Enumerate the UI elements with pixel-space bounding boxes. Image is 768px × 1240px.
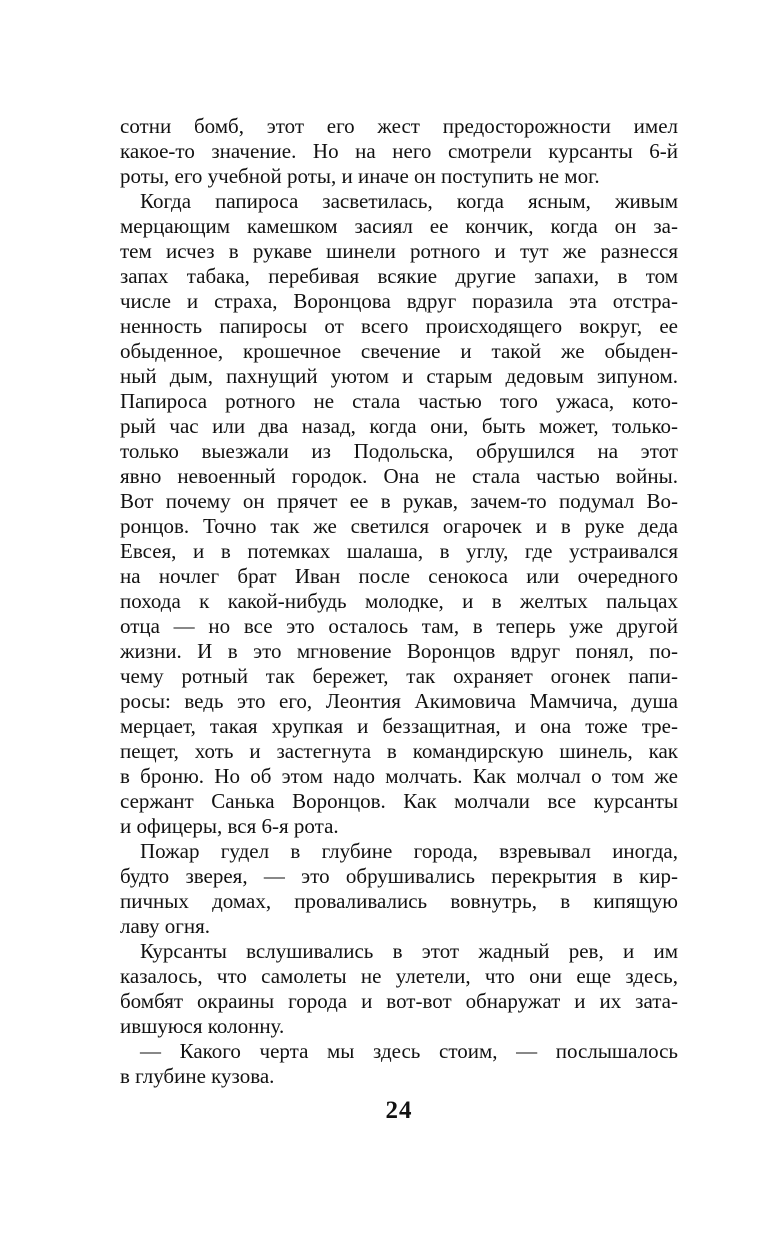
text-line: будто зверея, — это обрушивались перекрытия в кир- xyxy=(120,864,678,888)
text-line: в броню. Но об этом надо молчать. Как молчал о том же xyxy=(120,764,678,788)
text-line: Курсанты вслушивались в этот жадный рев, и им xyxy=(140,939,678,963)
text-line: похода к какой-нибудь молодке, и в желтых пальцах xyxy=(120,589,678,613)
text-line: жизни. И в это мгновение Воронцов вдруг понял, по- xyxy=(120,639,678,663)
text-line: в глубине кузова. xyxy=(120,1064,275,1088)
text-line: ронцов. Точно так же светился огарочек и в руке деда xyxy=(120,514,678,538)
text-line: рый час или два назад, когда они, быть может, только- xyxy=(120,414,678,438)
text-line: и офицеры, вся 6-я рота. xyxy=(120,814,339,838)
text-line: Вот почему он прячет ее в рукав, зачем-то подумал Во- xyxy=(120,489,678,513)
text-line: Папироса ротного не стала частью того ужаса, кото- xyxy=(120,389,678,413)
text-line: казалось, что самолеты не улетели, что они еще здесь, xyxy=(120,964,678,988)
text-line: запах табака, перебивая всякие другие запахи, в том xyxy=(120,264,678,288)
page-text xyxy=(120,114,678,1089)
text-line: на ночлег брат Иван после сенокоса или очередного xyxy=(120,564,678,588)
text-line: обыденное, крошечное свечение и такой же обыден- xyxy=(120,339,678,363)
text-line: лаву огня. xyxy=(120,914,211,938)
text-line: росы: ведь это его, Леонтия Акимовича Мамчича, душа xyxy=(120,689,678,713)
text-line: роты, его учебной роты, и иначе он поступить не мог. xyxy=(120,164,600,188)
text-line: сержант Санька Воронцов. Как молчали все курсанты xyxy=(120,789,678,813)
text-line: Евсея, и в потемках шалаша, в углу, где устраивался xyxy=(120,539,678,563)
text-line: чему ротный так бережет, так охраняет огонек папи- xyxy=(120,664,678,688)
text-line: ный дым, пахнущий уютом и старым дедовым зипуном. xyxy=(120,364,678,388)
text-line: Когда папироса засветилась, когда ясным, живым xyxy=(140,189,678,213)
text-line: мерцает, такая хрупкая и беззащитная, и она тоже тре- xyxy=(120,714,678,738)
text-line: явно невоенный городок. Она не стала частью войны. xyxy=(120,464,678,488)
text-line: ненность папиросы от всего происходящего вокруг, ее xyxy=(120,314,678,338)
text-line: мерцающим камешком засиял ее кончик, когда он за- xyxy=(120,214,678,238)
text-line: сотни бомб, этот его жест предосторожности имел xyxy=(120,114,678,138)
text-line: только выезжали из Подольска, обрушился на этот xyxy=(120,439,678,463)
text-line: числе и страха, Воронцова вдруг поразила эта отстра- xyxy=(120,289,678,313)
text-line: тем исчез в рукаве шинели ротного и тут же разнесся xyxy=(120,239,678,263)
page-number: 24 xyxy=(385,1097,413,1124)
text-line: какое-то значение. Но на него смотрели курсанты 6-й xyxy=(120,139,678,163)
text-line: бомбят окраины города и вот-вот обнаружат и их зата- xyxy=(120,989,678,1013)
text-line: отца — но все это осталось там, в теперь уже другой xyxy=(120,614,678,638)
text-line: ившуюся колонну. xyxy=(120,1014,285,1038)
text-line: пещет, хоть и застегнута в командирскую шинель, как xyxy=(120,739,678,763)
text-line: — Какого черта мы здесь стоим, — послышалось xyxy=(140,1039,678,1063)
text-line: Пожар гудел в глубине города, взревывал иногда, xyxy=(140,839,678,863)
text-line: пичных домах, проваливались вовнутрь, в кипящую xyxy=(120,889,678,913)
